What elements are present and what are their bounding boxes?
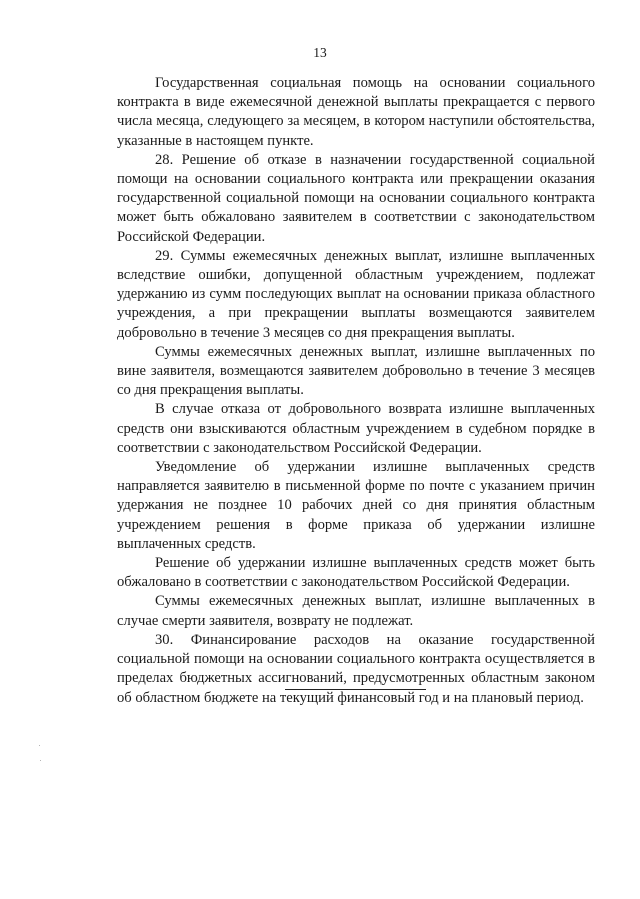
- paragraph-court-recovery: В случае отказа от добровольного возврата излишне выплаченных средств они взыскиваются областным учреждением в судебном порядке в соответствии с законодательством Российской Федерации.: [117, 401, 595, 456]
- scan-speck: [39, 745, 40, 746]
- page-number: 13: [313, 45, 327, 60]
- paragraph-withholding-notice: Уведомление об удержании излишне выплаченных средств направляется заявителю в письменной форме по почте с указанием причин удержания не позднее 10 рабочих дней со дня принятия областным учреждением решения в форме приказа об удержании излишне выплаченных средств.: [117, 459, 595, 552]
- paragraph-overpayment-applicant-fault: Суммы ежемесячных денежных выплат, излишне выплаченных по вине заявителя, возмещаются заявителем добровольно в течение 3 месяцев со дня прекращения выплаты.: [117, 343, 595, 399]
- paragraph-withholding-appeal: Решение об удержании излишне выплаченных средств может быть обжаловано в соответствии с законодательством Российской Федерации.: [117, 555, 595, 591]
- paragraph-29-overpayment-error: 29. Суммы ежемесячных денежных выплат, излишне выплаченных вследствие ошибки, допущенной областным учреждением, подлежат удержанию из сумм последующих выплат на основании приказа областного учреждения, а при прекращении выплаты возмещаются заявителем добровольно в течение 3 месяцев со дня прекращения выплаты.: [117, 247, 595, 341]
- scan-speck: [40, 760, 41, 761]
- document-body: [117, 74, 595, 708]
- paragraph-contract-termination: Государственная социальная помощь на основании социального контракта в виде ежемесячной денежной выплаты прекращается с первого числа месяца, следующего за месяцем, в котором наступили обстоятельства, указанные в настоящем пункте.: [117, 75, 595, 149]
- paragraph-30-financing: 30. Финансирование расходов на оказание государственной социальной помощи на основании социального контракта осуществляется в пределах бюджетных ассигнований, предусмотренных областным законом об областном бюджете на текущий финансовый год и на плановый период.: [117, 631, 595, 706]
- paragraph-death-no-refund: Суммы ежемесячных денежных выплат, излишне выплаченных в случае смерти заявителя, возврату не подлежат.: [117, 593, 595, 629]
- paragraph-28-appeal: 28. Решение об отказе в назначении государственной социальной помощи на основании социального контракта или прекращении оказания государственной социальной помощи на основании социального контракта может быть обжаловано заявителем в соответствии с законодательством Российской Федерации.: [117, 151, 595, 245]
- closing-divider-line: [285, 689, 426, 690]
